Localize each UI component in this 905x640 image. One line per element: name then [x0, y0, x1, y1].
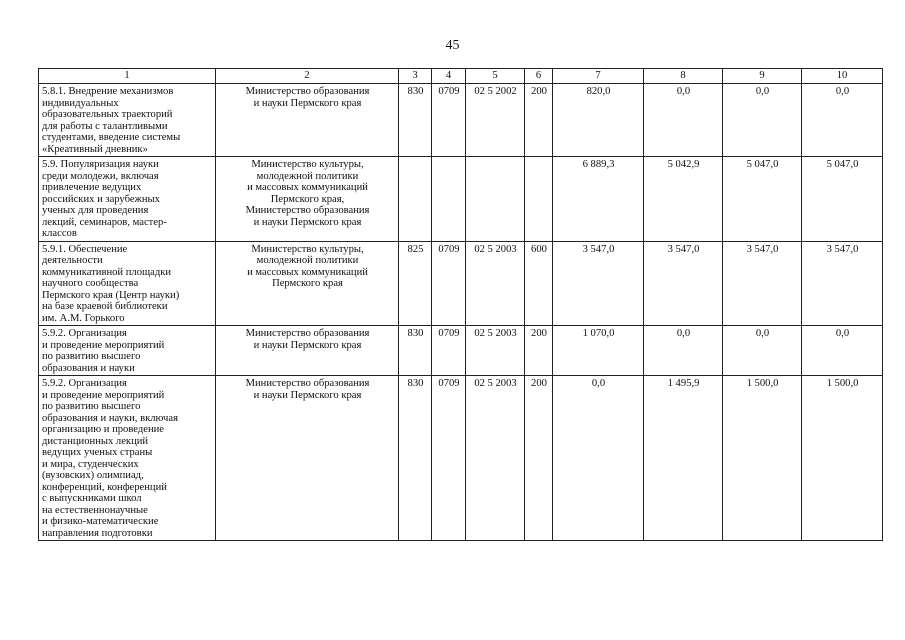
activity-name-cell: 5.8.1. Внедрение механизмов индивидуальных образовательных траекторий для работы с талантливыми студентами, введение системы «Креативный дневник»: [39, 84, 216, 157]
expense-type-cell: [525, 157, 553, 242]
column-header: 8: [644, 69, 723, 84]
ministry-code-cell: 830: [399, 84, 432, 157]
header-row: [39, 69, 883, 84]
expense-type-cell: 200: [525, 326, 553, 376]
table-row: [39, 376, 883, 541]
expense-type-cell: 200: [525, 376, 553, 541]
expense-type-cell: 200: [525, 84, 553, 157]
target-article-cell: 02 5 2003: [466, 376, 525, 541]
amount-cell: 3 547,0: [723, 241, 802, 326]
amount-cell: 6 889,3: [553, 157, 644, 242]
amount-cell: 820,0: [553, 84, 644, 157]
amount-cell: 0,0: [644, 326, 723, 376]
target-article-cell: [466, 157, 525, 242]
column-header: 6: [525, 69, 553, 84]
ministry-code-cell: [399, 157, 432, 242]
section-code-cell: 0709: [432, 241, 466, 326]
expense-type-cell: 600: [525, 241, 553, 326]
section-code-cell: 0709: [432, 326, 466, 376]
amount-cell: 3 547,0: [802, 241, 883, 326]
column-header: 3: [399, 69, 432, 84]
table-row: [39, 326, 883, 376]
section-code-cell: [432, 157, 466, 242]
responsible-org-cell: Министерство культуры, молодежной политики и массовых коммуникаций Пермского края: [216, 241, 399, 326]
activity-name-cell: 5.9. Популяризация науки среди молодежи, включая привлечение ведущих российских и зарубежных ученых для проведения лекций, семинаров, мастер- классов: [39, 157, 216, 242]
page-number: 45: [445, 38, 460, 53]
amount-cell: 1 495,9: [644, 376, 723, 541]
amount-cell: 1 500,0: [723, 376, 802, 541]
activity-name-cell: 5.9.2. Организация и проведение мероприятий по развитию высшего образования и науки, включая организацию и проведение дистанционных лекций ведущих ученых страны и мира, студенческих (вузовских) олимпиад, конференций, конференций с выпускниками школ на естественнонаучные и физико-математические направления подготовки: [39, 376, 216, 541]
target-article-cell: 02 5 2003: [466, 241, 525, 326]
section-code-cell: 0709: [432, 84, 466, 157]
amount-cell: 5 047,0: [802, 157, 883, 242]
amount-cell: 0,0: [802, 326, 883, 376]
amount-cell: 5 042,9: [644, 157, 723, 242]
target-article-cell: 02 5 2003: [466, 326, 525, 376]
amount-cell: 0,0: [553, 376, 644, 541]
responsible-org-cell: Министерство образования и науки Пермского края: [216, 376, 399, 541]
amount-cell: 1 070,0: [553, 326, 644, 376]
table-row: [39, 241, 883, 326]
amount-cell: 0,0: [723, 84, 802, 157]
activity-name-cell: 5.9.1. Обеспечение деятельности коммуникативной площадки научного сообщества Пермского края (Центр науки) на базе краевой библиотеки им. А.М. Горького: [39, 241, 216, 326]
amount-cell: 3 547,0: [644, 241, 723, 326]
column-header: 5: [466, 69, 525, 84]
column-header: 7: [553, 69, 644, 84]
target-article-cell: 02 5 2002: [466, 84, 525, 157]
column-header: 4: [432, 69, 466, 84]
amount-cell: 3 547,0: [553, 241, 644, 326]
responsible-org-cell: Министерство образования и науки Пермского края: [216, 326, 399, 376]
section-code-cell: 0709: [432, 376, 466, 541]
amount-cell: 0,0: [644, 84, 723, 157]
column-header: 9: [723, 69, 802, 84]
activity-name-cell: 5.9.2. Организация и проведение мероприятий по развитию высшего образования и науки: [39, 326, 216, 376]
ministry-code-cell: 825: [399, 241, 432, 326]
amount-cell: 0,0: [723, 326, 802, 376]
ministry-code-cell: 830: [399, 376, 432, 541]
table-row: [39, 84, 883, 157]
table-row: [39, 157, 883, 242]
ministry-code-cell: 830: [399, 326, 432, 376]
amount-cell: 0,0: [802, 84, 883, 157]
responsible-org-cell: Министерство культуры, молодежной политики и массовых коммуникаций Пермского края, Министерство образования и науки Пермского края: [216, 157, 399, 242]
column-header: 10: [802, 69, 883, 84]
amount-cell: 1 500,0: [802, 376, 883, 541]
amount-cell: 5 047,0: [723, 157, 802, 242]
column-header: 1: [39, 69, 216, 84]
column-header: 2: [216, 69, 399, 84]
budget-table: [38, 68, 883, 541]
responsible-org-cell: Министерство образования и науки Пермского края: [216, 84, 399, 157]
